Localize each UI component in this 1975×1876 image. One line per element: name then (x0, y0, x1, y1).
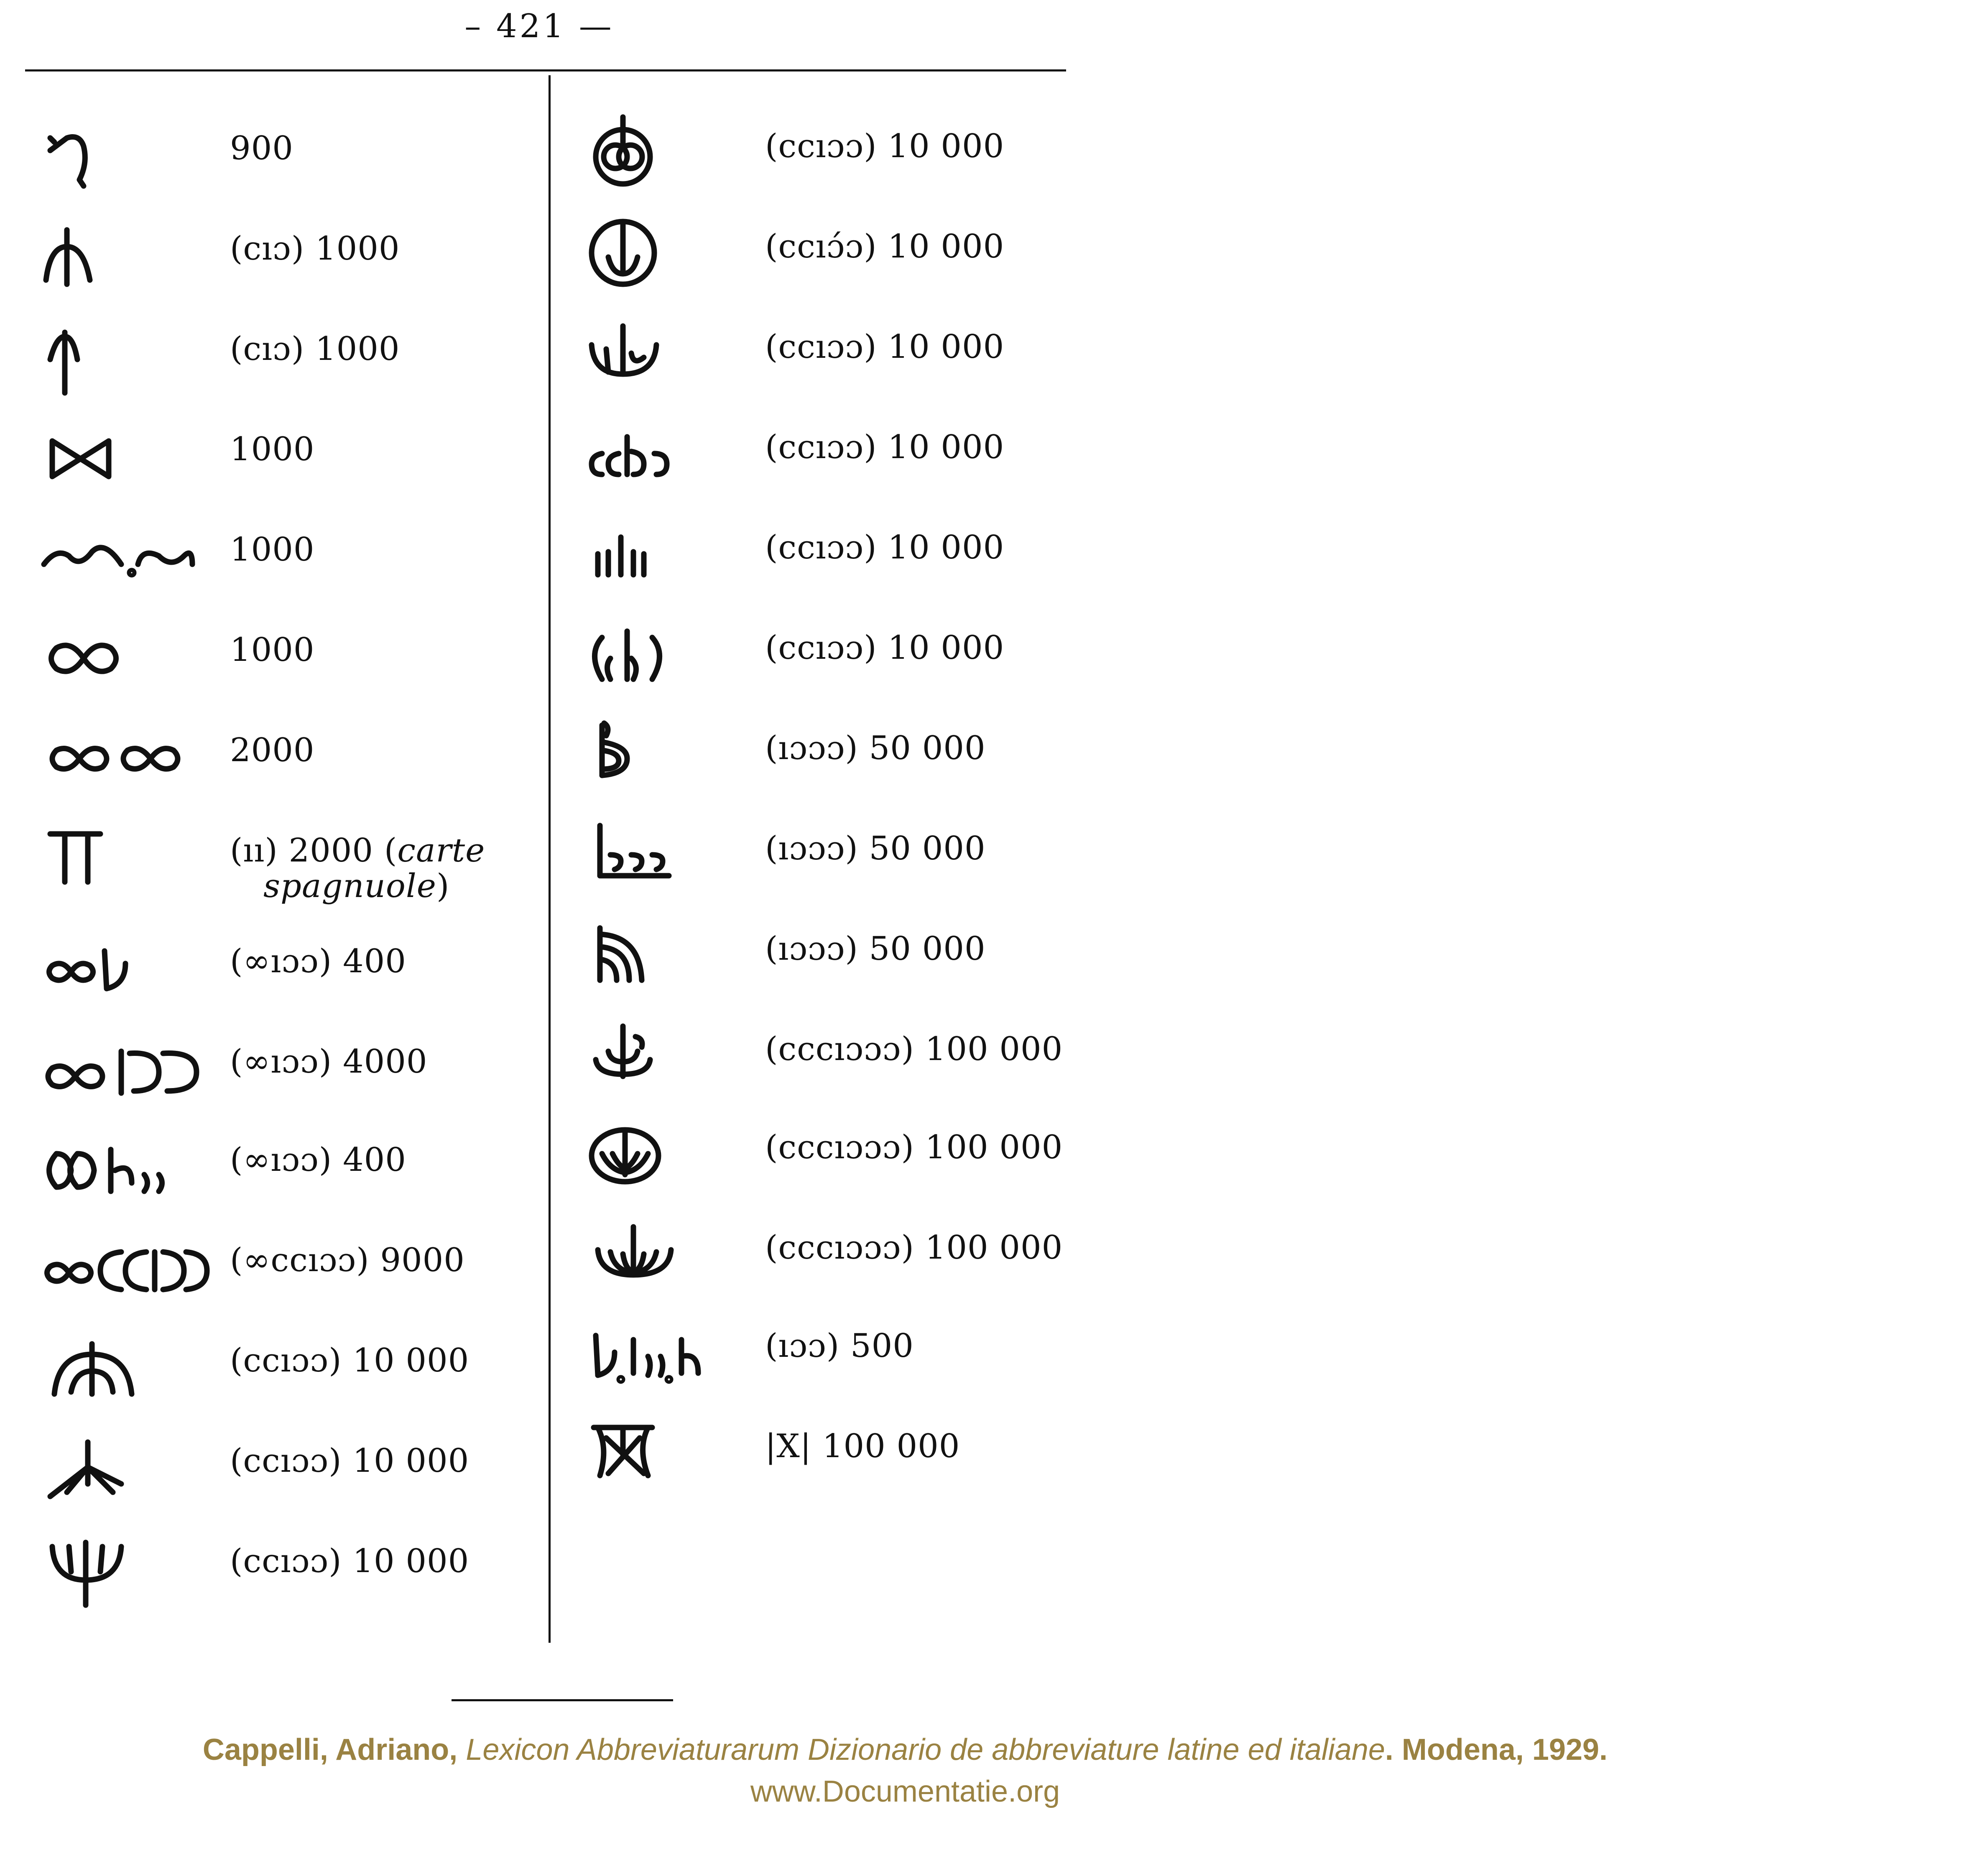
b-h-icon (585, 1310, 778, 1394)
infinity-b-icon (38, 926, 230, 1009)
pi-icon (38, 815, 230, 899)
entry-meaning: (cccıɔɔɔ) 100 000 (765, 1129, 1063, 1166)
infinity-icon (38, 614, 230, 698)
entry-meaning: (ccıɔɔ) 10 000 (230, 1442, 470, 1480)
entry-meaning: (ccıɔɔ) 10 000 (765, 529, 1005, 566)
entry-meaning: 2000 (230, 732, 315, 769)
strokes-icon (585, 512, 778, 596)
candelabra-icon (585, 1014, 778, 1097)
entry-meaning: (∞ıɔɔ) 4000 (230, 1043, 428, 1081)
circle-fan-icon (585, 1112, 778, 1195)
paren-stem-icon (585, 612, 778, 696)
bottom-rule (452, 1699, 673, 1701)
entry-meaning: (cccıɔɔɔ) 100 000 (765, 1030, 1063, 1068)
trident-icon (38, 1526, 230, 1609)
citation-author: Cappelli, Adriano, (202, 1733, 458, 1766)
fan-icon (585, 1212, 778, 1296)
bowl-stem-icon (585, 311, 778, 395)
entry-meaning: (ccıɔ́ɔ) 10 000 (765, 228, 1005, 265)
up-arrow-icon (38, 314, 230, 397)
bent-stem-icon (38, 213, 230, 297)
oo-lhh-icon (38, 1124, 230, 1208)
entry-meaning: |X| 100 000 (765, 1427, 960, 1465)
entry-meaning: (ccıɔɔ) 10 000 (765, 328, 1005, 366)
entry-meaning: 1000 (230, 431, 315, 468)
cclɔɔ-icon (585, 412, 778, 495)
citation (0, 1733, 1810, 1767)
l-ɔɔɔ-icon (585, 813, 778, 897)
entry-meaning: (ıɔɔɔ) 50 000 (765, 830, 986, 867)
boxed-x-icon (585, 1411, 778, 1494)
hooked-arrow-icon (38, 113, 230, 196)
circle-stem-icon (585, 211, 778, 295)
circle-twin-icon (585, 111, 778, 194)
entry-meaning: 1000 (230, 631, 315, 669)
entry-meaning: (cıɔ) 1000 (230, 230, 400, 268)
entry-meaning: (ıɔɔ) 500 (765, 1327, 914, 1365)
wave-icon (38, 514, 230, 598)
b-arcs-icon (585, 713, 778, 796)
column-divider (549, 75, 551, 1643)
citation-title: Lexicon Abbreviaturarum Dizionario de abbreviature latine ed italiane (466, 1733, 1385, 1766)
top-rule (25, 69, 1066, 71)
entry-meaning: (ccıɔɔ) 10 000 (230, 1542, 470, 1580)
entry-meaning: (ıɔɔɔ) 50 000 (765, 729, 986, 767)
arch-icon (38, 1325, 230, 1409)
entry-meaning: (cıɔ) 1000 (230, 330, 400, 368)
page-number: – 421 — (464, 8, 614, 45)
entry-meaning: (ccıɔɔ) 10 000 (765, 428, 1005, 466)
bowtie-icon (38, 414, 230, 497)
entry-meaning: 1000 (230, 531, 315, 568)
entry-meaning: (ıı) 2000 (carte spagnuole) (230, 832, 485, 905)
entry-meaning: (∞ıɔɔ) 400 (230, 1141, 406, 1179)
entry-meaning: (∞ccıɔɔ) 9000 (230, 1241, 465, 1279)
entry-meaning: (ccıɔɔ) 10 000 (765, 127, 1005, 165)
entry-meaning: (ıɔɔɔ) 50 000 (765, 930, 986, 968)
branch-icon (38, 1425, 230, 1509)
infinity-ioo-icon (38, 1026, 230, 1110)
entry-meaning: (∞ıɔɔ) 400 (230, 943, 406, 980)
entry-meaning: (cccıɔɔɔ) 100 000 (765, 1229, 1063, 1267)
entry-meaning: (ccıɔɔ) 10 000 (230, 1342, 470, 1379)
h-arcs-icon (585, 913, 778, 997)
double-infinity-icon (38, 715, 230, 798)
entry-meaning: (ccıɔɔ) 10 000 (765, 629, 1005, 667)
entry-meaning: 900 (230, 130, 293, 167)
infinity-ccioo-icon (38, 1225, 230, 1308)
citation-place-year: . Modena, 1929. (1385, 1733, 1608, 1766)
website-link[interactable]: www.Documentatie.org (750, 1775, 1060, 1808)
